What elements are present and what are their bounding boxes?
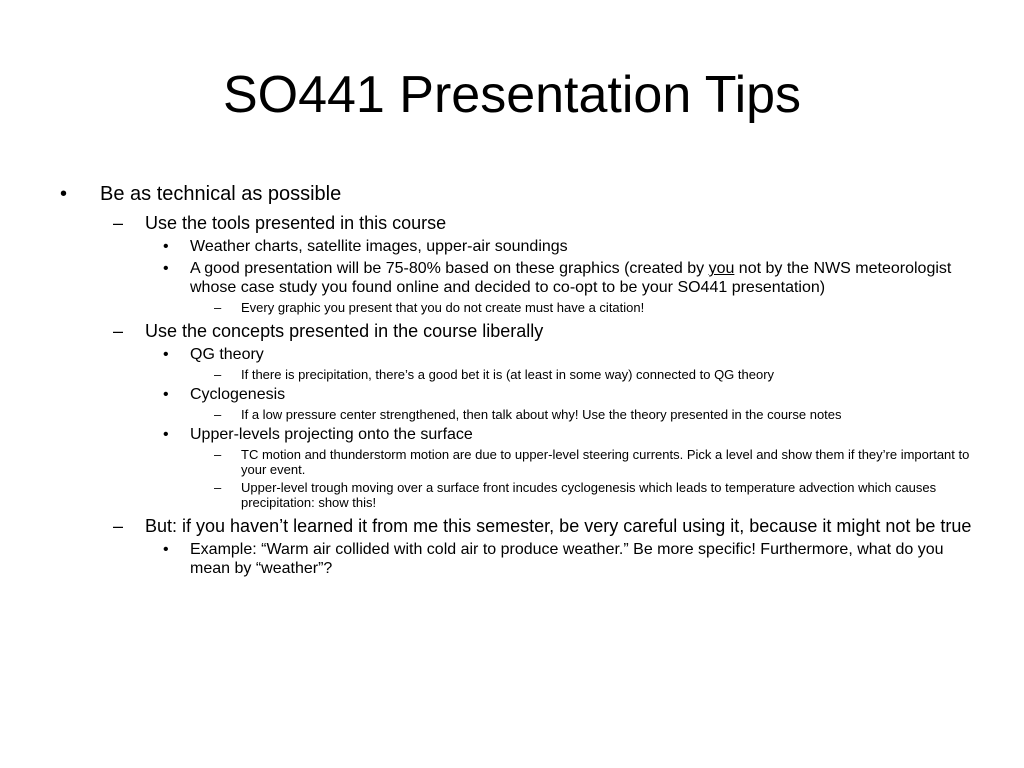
- sub-item: [60, 212, 980, 234]
- sub-item: [60, 515, 980, 537]
- sub-bullet-item: [60, 237, 980, 256]
- sub-bullet-item: [60, 259, 980, 297]
- sub-bullet-item: [60, 345, 980, 364]
- slide-body: [60, 181, 980, 578]
- dash-marker: –: [214, 367, 222, 382]
- bullet-marker: •: [163, 541, 169, 558]
- sub-item-text: Use the tools presented in this course: [145, 213, 447, 233]
- underlined-word: you: [708, 260, 735, 277]
- dash-marker: –: [113, 516, 124, 536]
- detail-text: If a low pressure center strengthened, then talk about why! Use the theory presented in the course notes: [241, 407, 842, 422]
- dash-marker: –: [214, 407, 222, 422]
- sub-bullet-text-start: A good presentation will be 75-80% based on these graphics (created by: [190, 260, 709, 277]
- dash-marker: –: [214, 447, 222, 462]
- sub-bullet-text-end: not by the NWS meteorologist whose case study you found online and decided to co-opt to be your SO441 presentation): [190, 260, 952, 296]
- sub-item: [60, 320, 980, 342]
- bullet-text: Be as technical as possible: [100, 183, 342, 205]
- bullet-marker: •: [163, 386, 169, 403]
- dash-marker: –: [214, 480, 222, 495]
- sub-bullet-text: QG theory: [190, 346, 264, 363]
- dash-marker: –: [113, 321, 124, 341]
- bullet-marker: •: [163, 426, 169, 443]
- detail-text: Upper-level trough moving over a surface front incudes cyclogenesis which leads to temperature advection which causes precipitation: show this!: [241, 480, 937, 510]
- detail-item: [60, 300, 980, 315]
- bullet-item: [60, 181, 980, 207]
- detail-item: [60, 367, 980, 382]
- dash-marker: –: [113, 213, 124, 233]
- detail-text: Every graphic you present that you do not create must have a citation!: [241, 300, 645, 315]
- sub-item-text: But: if you haven’t learned it from me this semester, be very careful using it, because it might not be true: [145, 516, 972, 536]
- detail-item: [60, 447, 980, 477]
- slide-title: SO441 Presentation Tips: [222, 66, 802, 124]
- sub-bullet-item: [60, 385, 980, 404]
- bullet-marker: •: [163, 238, 169, 255]
- dash-marker: –: [214, 300, 222, 315]
- sub-bullet-item: [60, 425, 980, 444]
- sub-bullet-text: Weather charts, satellite images, upper-air soundings: [190, 238, 568, 255]
- detail-text: TC motion and thunderstorm motion are due to upper-level steering currents. Pick a level and show them if they’re important to your event.: [241, 447, 970, 477]
- detail-item: [60, 407, 980, 422]
- bullet-marker: •: [60, 183, 68, 205]
- detail-text: If there is precipitation, there’s a good bet it is (at least in some way) connected to QG theory: [241, 367, 775, 382]
- sub-bullet-item: [60, 540, 980, 578]
- sub-bullet-text: Example: “Warm air collided with cold air to produce weather.” Be more specific! Furthermore, what do you mean by “weather”?: [190, 541, 944, 577]
- sub-bullet-text: Cyclogenesis: [190, 386, 286, 403]
- detail-item: [60, 480, 980, 510]
- bullet-marker: •: [163, 260, 169, 277]
- sub-bullet-text: Upper-levels projecting onto the surface: [190, 426, 473, 443]
- sub-item-text: Use the concepts presented in the course liberally: [145, 321, 544, 341]
- bullet-marker: •: [163, 346, 169, 363]
